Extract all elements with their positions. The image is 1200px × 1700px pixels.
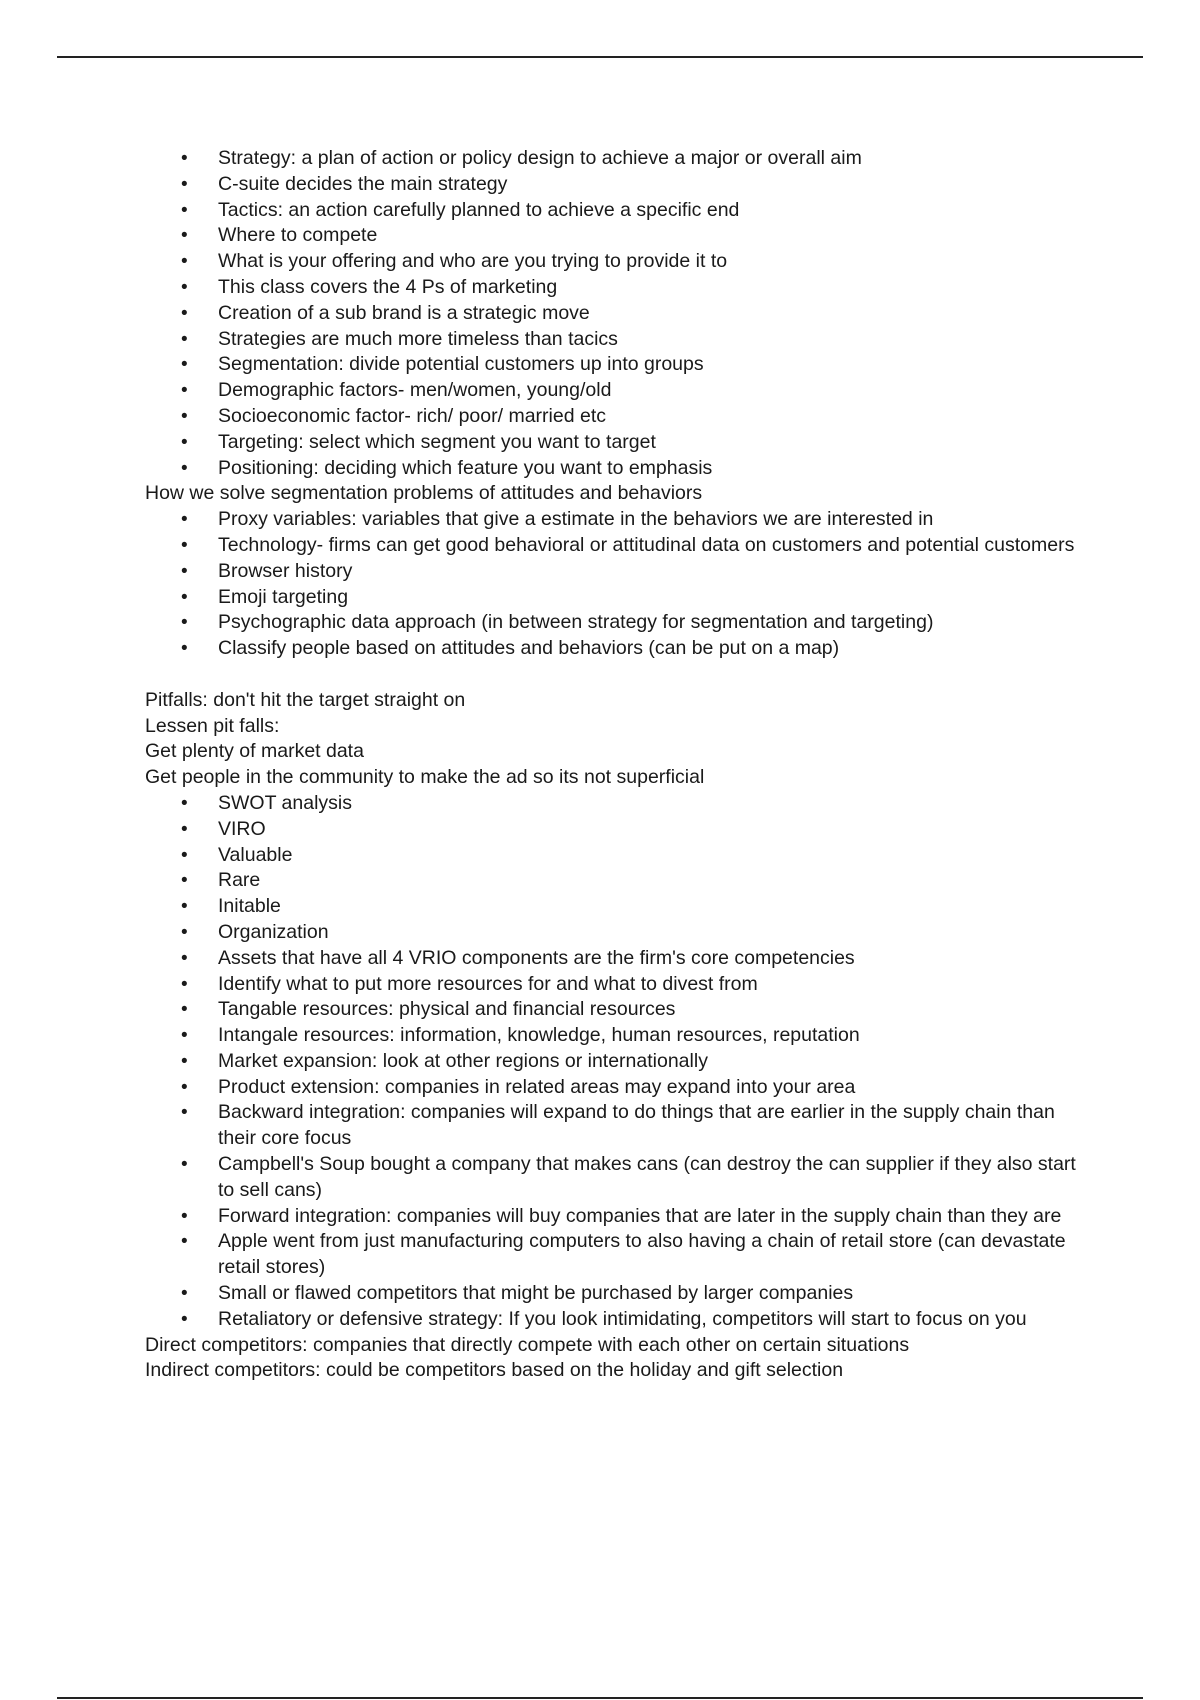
list-item: • Socioeconomic factor- rich/ poor/ married etc	[145, 404, 1085, 430]
list-item: • This class covers the 4 Ps of marketing	[145, 275, 1085, 301]
list-item: • Classify people based on attitudes and behaviors (can be put on a map)	[145, 636, 1085, 662]
list-item: • Retaliatory or defensive strategy: If you look intimidating, competitors will start to focus on you	[145, 1307, 1085, 1333]
list-item: • Technology- firms can get good behavioral or attitudinal data on customers and potential customers	[145, 533, 1085, 559]
list-item: • Segmentation: divide potential customers up into groups	[145, 352, 1085, 378]
list-item: • Identify what to put more resources for and what to divest from	[145, 972, 1085, 998]
list-item: • Creation of a sub brand is a strategic move	[145, 301, 1085, 327]
list-item: • Strategy: a plan of action or policy design to achieve a major or overall aim	[145, 146, 1085, 172]
blank-line	[145, 662, 1085, 688]
bullet-list-segmentation	[145, 507, 1085, 662]
list-item: • Tactics: an action carefully planned to achieve a specific end	[145, 198, 1085, 224]
bullet-list-vrio	[145, 791, 1085, 1333]
list-item: • Proxy variables: variables that give a estimate in the behaviors we are interested in	[145, 507, 1085, 533]
bullet-list-strategy	[145, 146, 1085, 481]
list-item: • Strategies are much more timeless than tacics	[145, 327, 1085, 353]
paragraph-line: Direct competitors: companies that directly compete with each other on certain situations	[145, 1333, 910, 1356]
footer-rule	[57, 1697, 1143, 1699]
paragraph-line: Get people in the community to make the ad so its not superficial	[145, 766, 705, 789]
list-item: • Campbell's Soup bought a company that makes cans (can destroy the can supplier if they also start to sell cans)	[145, 1152, 1085, 1204]
list-item: • Backward integration: companies will expand to do things that are earlier in the supply chain than their core focus	[145, 1100, 1085, 1152]
list-item: • Small or flawed competitors that might be purchased by larger companies	[145, 1281, 1085, 1307]
list-item: • Targeting: select which segment you want to target	[145, 430, 1085, 456]
list-item: • Psychographic data approach (in between strategy for segmentation and targeting)	[145, 610, 1085, 636]
list-item: • Intangale resources: information, knowledge, human resources, reputation	[145, 1023, 1085, 1049]
list-item: • C-suite decides the main strategy	[145, 172, 1085, 198]
list-item: • Positioning: deciding which feature you want to emphasis	[145, 456, 1085, 482]
paragraph-segmentation: How we solve segmentation problems of attitudes and behaviors	[145, 482, 703, 505]
paragraph-line: Pitfalls: don't hit the target straight on	[145, 688, 466, 711]
list-item: • Initable	[145, 894, 1085, 920]
header-rule	[57, 56, 1143, 58]
document-body	[145, 146, 1085, 1384]
paragraph-line: Lessen pit falls:	[145, 714, 280, 737]
list-item: • VIRO	[145, 817, 1085, 843]
list-item: • Demographic factors- men/women, young/old	[145, 378, 1085, 404]
list-item: • Browser history	[145, 559, 1085, 585]
list-item: • What is your offering and who are you trying to provide it to	[145, 249, 1085, 275]
list-item: • Market expansion: look at other regions or internationally	[145, 1049, 1085, 1075]
list-item: • Where to compete	[145, 223, 1085, 249]
paragraph-line: Get plenty of market data	[145, 740, 364, 763]
list-item: • Organization	[145, 920, 1085, 946]
list-item: • SWOT analysis	[145, 791, 1085, 817]
list-item: • Forward integration: companies will buy companies that are later in the supply chain than they are	[145, 1204, 1085, 1230]
paragraph-line: Indirect competitors: could be competitors based on the holiday and gift selection	[145, 1359, 844, 1382]
list-item: • Assets that have all 4 VRIO components are the firm's core competencies	[145, 946, 1085, 972]
list-item: • Apple went from just manufacturing computers to also having a chain of retail store (can devastate retail stores)	[145, 1229, 1085, 1281]
list-item: • Valuable	[145, 843, 1085, 869]
list-item: • Emoji targeting	[145, 585, 1085, 611]
list-item: • Tangable resources: physical and financial resources	[145, 997, 1085, 1023]
list-item: • Rare	[145, 868, 1085, 894]
list-item: • Product extension: companies in related areas may expand into your area	[145, 1075, 1085, 1101]
